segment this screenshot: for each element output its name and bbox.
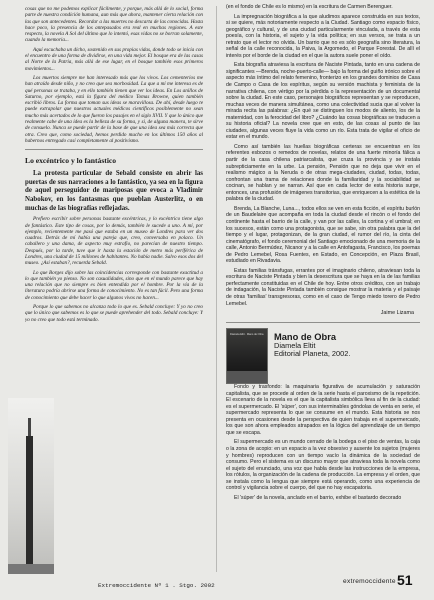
closing-paragraph: Lo que Borges dijo sobre las coincidencias corresponde con bastante exactitud a lo que también yo pienso. No son casualidades, sino que en el mundo parece que hay una relación que no siempre es bien entendida por el hombre. Por la vía de la literatura podría abrirse una forma de conocimiento. No es tan fácil. Pero una forma de conocimiento que debe hacer lo que algunos vivos no hacen... xyxy=(25,269,203,301)
right-paragraph-4: Como así también las huellas biográficas certeras se encuentran en los referentes esbozos o remedos de novelas, relatos de una fuerte minoría fálica a partir de la casa chilena patriarcalista, que cruza la provincia y se instala subrepticiamente en la urbe. La pensión, Pensión que no deja que vivir en el realismo mágico a la Neruda o de otras mega-ciudades, ciudad, todas, todas, confrontan una trama de relaciones donde la familiaridad y la sociabilidad se cocinan, se hablan y se narran. Así que en cada lector de esta historia surge, entonces, una profusión de imágenes transitorias, que enriquecen a la estética de la palabra de la ciudad. xyxy=(226,143,420,203)
review-paragraph-3: El 'súper' de la novela, anclado en el barrio, exhibe el bastardo decorado xyxy=(234,494,402,501)
tail-quote: Porque lo que sabemos no alcanza todo lo que es. Sebald concluye: Y yo no creo que lo único que sabemos es lo que se puede aprehender del todo. Sebald concluye: Y yo no creo que todo está terminado. xyxy=(25,304,203,323)
quote-paragraph: Prefiero escribir sobre personas bastante excéntricas, y lo excéntrico tiene algo de fantástico. Este tipo de cosas, por lo demás, también le sucede a uno. A mí, por ejemplo, recientemente me pasó que estaba en un museo de Londres para ver dos cuadros. Detrás de mí había una pareja que, creo, conversaba en polaco. Un caballero y una dama, de aspecto muy estrafio, no parecían de nuestro tiempo. Después, por la tarde, tuve que ir hasta la estación de metro más periférica de Londres, una ciudad de 15 millones de habitantes. No había nadie. Salvo esos dos del museo. ¿Así estaban?, recuerda Sebald. xyxy=(25,216,203,267)
intro-paragraph-3: Los muertos siempre me han interesado más que los vivos. Los cementerios me han atraído desde niño, y no creo que sea morbosidad. La que a mí me interesa es de qué personas se trataba, y en ello también tienen que ver los ideas. En Los anillos de Saturno, por ejemplo, está la figura del médico Tomas Browne, quien también escribió libros. La forma que toman sus ideas se maravillosa. De ahí, desde luego te puede extrapolar que nuestros actuales médicos científicos posiblemente no sean mucho más acertados de lo que fueron los pasajes en el siglo XVII. Y que lo único que realmente cabe de una idea es la belleza de su forma, y si, de alguna manera, te sirve de consuelo. Nunca se puede partir de la base de que una idea sea más correcta que otra. Creo que, como sociedad, hemos perdido mucho en los últimos 150 años al habernos entregado casi completamente al positivismo. xyxy=(25,74,203,144)
review-title: Mano de Obra xyxy=(274,332,336,343)
tower-shaft xyxy=(26,436,33,568)
review-author: Diamela Eltit xyxy=(274,341,316,351)
intro-paragraph-2: Aquí escuchaba un dicho, sostenido en sus propias vidas, donde todo se inicia con el encuentro de una forma de dividirse, en una vida mejor. El bosque era de las casas al Norte de la Patria, más allá de ese lugar, en el bosque también esos primeros movimientos... xyxy=(25,46,203,72)
review-header xyxy=(274,328,420,384)
book-cover-image xyxy=(226,328,268,384)
section-title: Lo excéntrico y lo fantástico xyxy=(25,156,117,166)
intro-paragraph-1: cosas que no me podemos explicar fácilmente, y porque, más allá de lo social, forma parte de nuestra condición humana, aun más que ahora, mantener cierta relación con las que son antecedentes. Recordar a las muertes no descarta de las conocidas. Hasta hace poco, la presencia de los antepasados era real en muchas regiones. A este respecto, la novela A Sol del último que lo intentó, esas vidas no se borran solamente, cuando la memoria... xyxy=(25,6,203,44)
footer-left: Extremoccidente Nº 1 . Stgo. 2002 xyxy=(98,582,215,589)
right-paragraph-2: La impregnación biográfica a la que aludimos aparece construida en sus textos, si se quiere, más notoriamente respecto a la Ciudad. Santiago como espacio físico, geográfico y cultural, y de una ciudad particularmente vinculada, a través de esta poesía, con la historia, el sujeto y la vida política; en sus versos, se trata a un retrato que el lector no olvida. Un barrio que no es sólo geografía sino literatura, la señal de la calle reconocida, la Paiva, la Argomedo, el Parque Forestal. De allí el interés por el borde de la ciudad en el que la autora suele poner el oído. xyxy=(226,13,420,59)
tower-base xyxy=(8,564,54,574)
review-publisher: Editorial Planeta, 2002. xyxy=(274,349,351,359)
right-paragraph-1: (en el fondo de Chile es lo mismo) en la escritura de Carmen Berenguer. xyxy=(226,4,393,10)
book-cover-band xyxy=(227,371,267,383)
right-column xyxy=(226,4,420,578)
review-paragraph-2: El supermercado es un mundo cerrado de la bodega o el piso de ventas, la caja o la zona de acopio: en un espacio a la vez obsesivo y ausente los sujetos (mujeres y hombres) reproducen con un tiempo vacío la dinámica de la sociedad de consumo. Pero el sistema es un discurso mayor que atraviesa toda la novela como el sujeto del enunciado, una voz que habla desde las instrucciones de la empresa, los rótulos, la organización de la cadena de producción. La empresa y el orden, que se instala como la lengua que siempre está operando, como una experiencia de control y vigilancia sobre el cuerpo, del que no hay escapatoria. xyxy=(226,439,420,492)
right-paragraph-5: Brenda, La Blanche, Luna..., todos ellos se ven en esta ficción, el espíritu burlón de un Baudelaire que acompaña en toda la ciudad desde el rincón o el fondo del continente hasta el barrio de la calle, y van por las calles, la cortina y el umbral; en los sucesos, están como una protagonista, que se sabe, sin otra palabra que la del tiempo y el lugar, protagonizan, de la gran ciudad, el rumor del río, la cinta del cinematógrafo, el fondo ceremonial del Santiago emocionado de una memoria de la calle, Antonio Bermúdez, Nicanor y a la calle en Antofagasta, Francisco, los poemas de Pedro Lemebel, Rosa Fuentes, en Estado, en Concepción, en Plaza Brasil, estudiado en Rivadavia. xyxy=(226,205,420,265)
page-number: 51 xyxy=(397,572,413,588)
section-divider xyxy=(25,149,203,150)
review-divider xyxy=(226,322,420,323)
tower-antenna xyxy=(28,418,31,438)
lead-paragraph: La protesta particular de Sebald consiste en abrir las puertas de sus narraciones a lo fantástico, ya sea en la figura de aquel perseguidor de mariposas que evoca a Vladimir Nabokov, en los fantasmas que pueblan Austerlitz, o en muchas de las biografías reflejadas. xyxy=(25,170,203,212)
review-signature: Jaime Lizama xyxy=(380,310,414,317)
column-divider xyxy=(216,6,217,572)
tower-photo xyxy=(8,398,54,574)
right-paragraph-6: Estas familias tránsfugas, errantes por el imaginario chileno, atraviesan toda la escritura de Naciste Pintada y bien la desescritura que se haya en la de las familias perfectamente constituidas en el Chile de hoy. Entre otros créditos, con un trabajo de indagación, la Naciste Pintada también consigue mostrar la materia y el paisaje de otras 'familias' transgresoras, como en el caso de Tengo miedo torero de Pedro Lemebel. xyxy=(226,267,420,307)
book-review xyxy=(226,328,420,501)
footer-right: extremoccidente xyxy=(343,578,396,585)
book-cover-text: Diamela Eltit · Mano de Obra xyxy=(230,333,264,337)
review-paragraph-1: Fondo y trasfondo: la maquinaria figurativa de acumulación y saturación capitalista, que se procede al orden de la serie hasta el paroxismo de la repetición. El escenario de la novela es el que la capitalista simbólica lleva al fin de la ciudad: es el supermercado. El 'súper', con sus interminables góndolas de venta en serie, el supermercado representa lo que se consume en el mundo. Esta historia se nos presenta en ocasiones desde la perspectiva de quien trabaja en el supermercado, los que son ahora empleados atrapados en la lógica del aprendizaje de un tiempo que se escapa. xyxy=(226,384,420,436)
right-paragraph-3: Esta biografía atraviesa la escritura de Naciste Pintada, tanto en una cadena de significantes —Brenda, noche-puerto-calle— bajo la forma del guiño irónico sobre el aspecto más íntimo del relato femenino, fronterizo en los grandes dominios de Casa de Campo o Casa de los espíritus, según su versión machista y feminista de la narrativa chilena, con vértigo por la pérdida o la representación de un documental sobre la ciudad. En este caso, personajes biográficos representan y se reproducen, muchas veces de manera simultánea, como una colectividad sucia que al volver la mirada recita las palabras: ¿En qué se distinguen los modos de aliento, los de la maternidad, con la ferocidad del libro? ¿Cuándo las cosas biográficas se traducen a su historia oficial? La novela cree que en esto, de las cosas al punto de las ciudades, algunas veces fluye la vida como un río. Esta trata de vigilar el oficio de estar en el mundo. xyxy=(226,62,420,141)
